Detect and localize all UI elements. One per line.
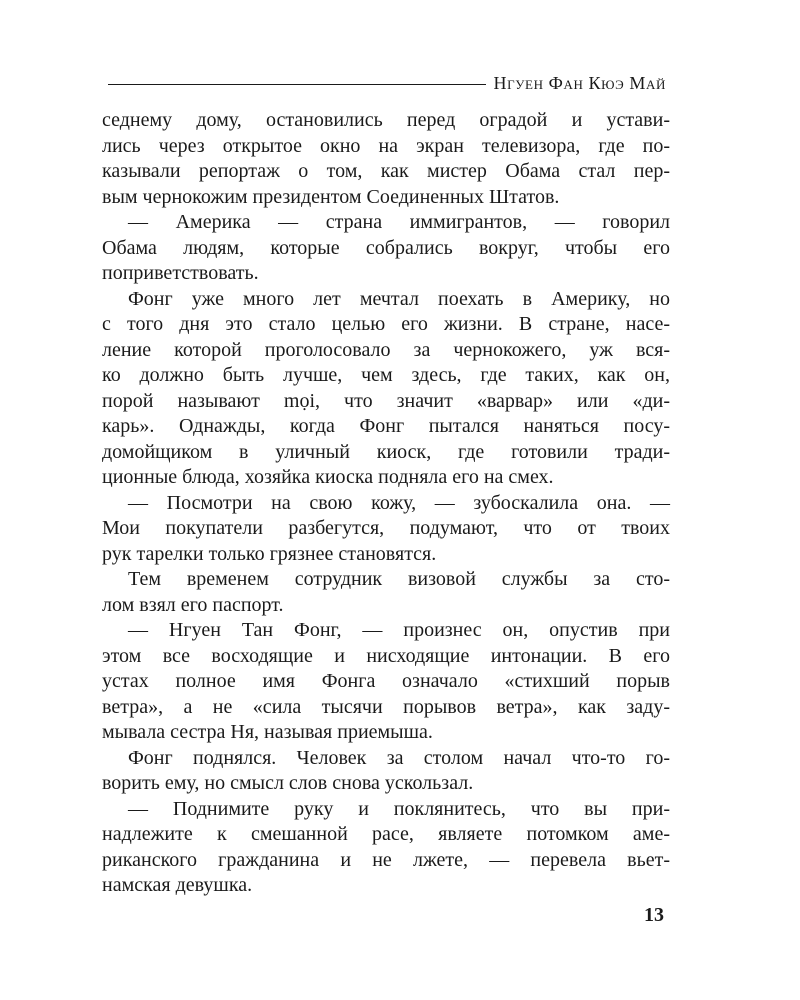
text-line: этом все восходящие и нисходящие интонации. В его (102, 644, 670, 667)
text-line: Фонг уже много лет мечтал поехать в Америку, но (128, 287, 670, 310)
text-line: Мои покупатели разбегутся, подумают, что от твоих (102, 517, 670, 539)
text-line: Тем временем сотрудник визовой службы за сто- (128, 568, 670, 590)
text-line: — Поднимите руку и поклянитесь, что вы при- (128, 797, 670, 820)
text-line: ворить ему, но смысл слов снова ускользал. (102, 772, 474, 794)
page-number: 13 (644, 904, 664, 926)
text-line: с того дня это стало целью его жизни. В стране, насе- (102, 313, 670, 335)
body-text (102, 108, 670, 899)
text-line: рук тарелки только грязнее становятся. (102, 542, 437, 565)
text-line: ко должно быть лучше, чем здесь, где таких, как он, (102, 364, 670, 386)
text-line: Фонг поднялся. Человек за столом начал что-то го- (128, 746, 670, 769)
text-line: ционные блюда, хозяйка киоска подняла его на смех. (102, 466, 554, 488)
text-line: — Америка — страна иммигрантов, — говорил (128, 211, 670, 233)
text-line: домойщиком в уличный киоск, где готовили тради- (102, 440, 670, 463)
text-line: — Посмотри на свою кожу, — зубоскалила она. — (128, 491, 670, 514)
text-line: ление которой проголосовало за чернокожего, уж вся- (102, 338, 670, 361)
text-line: мывала сестра Ня, называя приемыша. (102, 721, 433, 743)
text-line: поприветствовать. (102, 262, 259, 284)
text-line: намская девушка. (102, 874, 253, 896)
text-line: риканского гражданина и не лжете, — перевела вьет- (102, 848, 670, 871)
text-line: Обама людям, которые собрались вокруг, чтобы его (102, 236, 670, 259)
running-header (108, 72, 666, 94)
text-line: лись через открытое окно на экран телевизора, где по- (102, 134, 670, 157)
text-line: карь». Однажды, когда Фонг пытался наняться посу- (102, 415, 670, 437)
text-line: вым чернокожим президентом Соединенных Штатов. (102, 185, 560, 208)
text-line: надлежите к смешанной расе, являете потомком аме- (102, 823, 670, 845)
text-line: — Нгуен Тан Фонг, — произнес он, опустив при (128, 619, 670, 641)
text-line: лом взял его паспорт. (102, 593, 284, 616)
header-author: Нгуен Фан Кюэ Май (493, 73, 666, 93)
text-line: порой называют mọi, что значит «варвар» или «ди- (102, 389, 670, 412)
text-line: седнему дому, остановились перед оградой и устави- (102, 109, 670, 131)
text-line: ветра», а не «сила тысячи порывов ветра», как заду- (102, 695, 670, 718)
header-rule (108, 84, 486, 85)
text-line: устах полное имя Фонга означало «стихший порыв (102, 670, 670, 692)
text-line: казывали репортаж о том, как мистер Обама стал пер- (102, 160, 670, 182)
